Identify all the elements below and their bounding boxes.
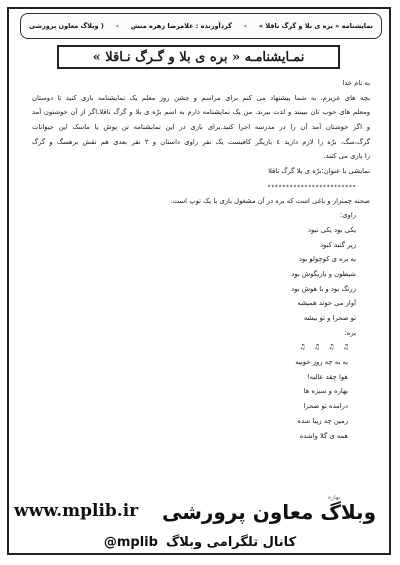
verse-line: زیر گنبد کبود (320, 240, 356, 249)
verse-line: بهاره و سبزه ها (303, 387, 348, 396)
verse-line: درامده تو صحرا (303, 402, 348, 411)
header-author: گردآورنده : غلامرضا زهره منش (130, 22, 232, 30)
text-line: و اگر خوشتان آمد آن را در مدرسه اجرا کنید.برای بازی در این نمایشنامه تن پوش یا ماسک این حیوانات (32, 123, 370, 132)
text-line: گرگ،سگ، برّه را لازم دارید ٤ بازیگر کافیست یک نفر راوی داستان و ٣ نفر بعدی هم نقش برهسگ و گرگ (32, 137, 370, 146)
text-line: بچه های عزیزم، به شما پیشنهاد می کنم برای مراسم و جشن روز معلم یک نمایشنامه بازی کنید تا دوستان (32, 93, 370, 102)
text-line: ومعلم های خوب تان ببینند و لذت ببرند. من یک نمایشنامه دارم به اسم برّه ی بلا و گرگ ناقلا.اگر از آن خوشتون آمد (32, 108, 370, 117)
text-line: را بازی می کنند. (323, 152, 370, 161)
verse-line: یه بره ی کوچولو بود (298, 255, 356, 264)
header-bar (20, 13, 382, 39)
watermark-channel-text: کانال تلگرامی وبلاگ (165, 535, 297, 550)
header-separator: - (116, 22, 119, 30)
verse-line: آواز می خوند همیشه (297, 299, 356, 308)
verse-line: شیطون و بازیگوش بود (291, 269, 356, 278)
verse-line: همه ی گلا واشده (299, 431, 348, 440)
verse-line: به به چه روز خوبیه (295, 358, 348, 367)
header-separator: - (244, 22, 247, 30)
watermark-channel-handle: @mplib (103, 535, 158, 550)
text-line: نمایشی با عنوان:برّه ی بلا گرگ ناقلا (267, 167, 370, 176)
page-title: نمـایشنامـه « بره ی بلا و گـرگ نـاقلا » (57, 45, 340, 69)
header-document-title: نمایشنامه « بره ی بلا و گرگ ناقلا » (258, 22, 373, 30)
verse-line: یکی بود یکی نبود (307, 225, 356, 234)
watermark-blog-name: وبلاگ معاون پرورشی (161, 500, 376, 524)
text-line: صحنه چمنزار و باغی است که بره در آن مشغول بازی با یک توپ است. (170, 196, 370, 205)
header-blog-name: ( وبلاگ معاون پرورشی (29, 22, 104, 30)
star-divider: ٭٭٭٭٭٭٭٭٭٭٭٭٭٭٭٭٭٭٭٭٭٭٭٭ (267, 181, 356, 190)
text-line: به نام خدا (342, 79, 370, 87)
verse-line: زرنگ بود و با هوش بود (291, 284, 356, 293)
watermark-url: www.mplib.ir (14, 501, 139, 521)
music-notes: ♫ ♫ ♫ ♫ (299, 343, 352, 352)
verse-line: زمین چه زیبا شده (297, 416, 348, 425)
speaker-label: بره: (344, 328, 356, 337)
partial-stamp-text: بهاره (328, 494, 341, 501)
watermark-channel (84, 535, 316, 550)
verse-line: هوا چقد عالیه! (306, 372, 348, 381)
speaker-label: راوی: (339, 211, 356, 220)
verse-line: تو صحرا و تو بیشه (303, 314, 356, 322)
document-body (32, 76, 370, 443)
